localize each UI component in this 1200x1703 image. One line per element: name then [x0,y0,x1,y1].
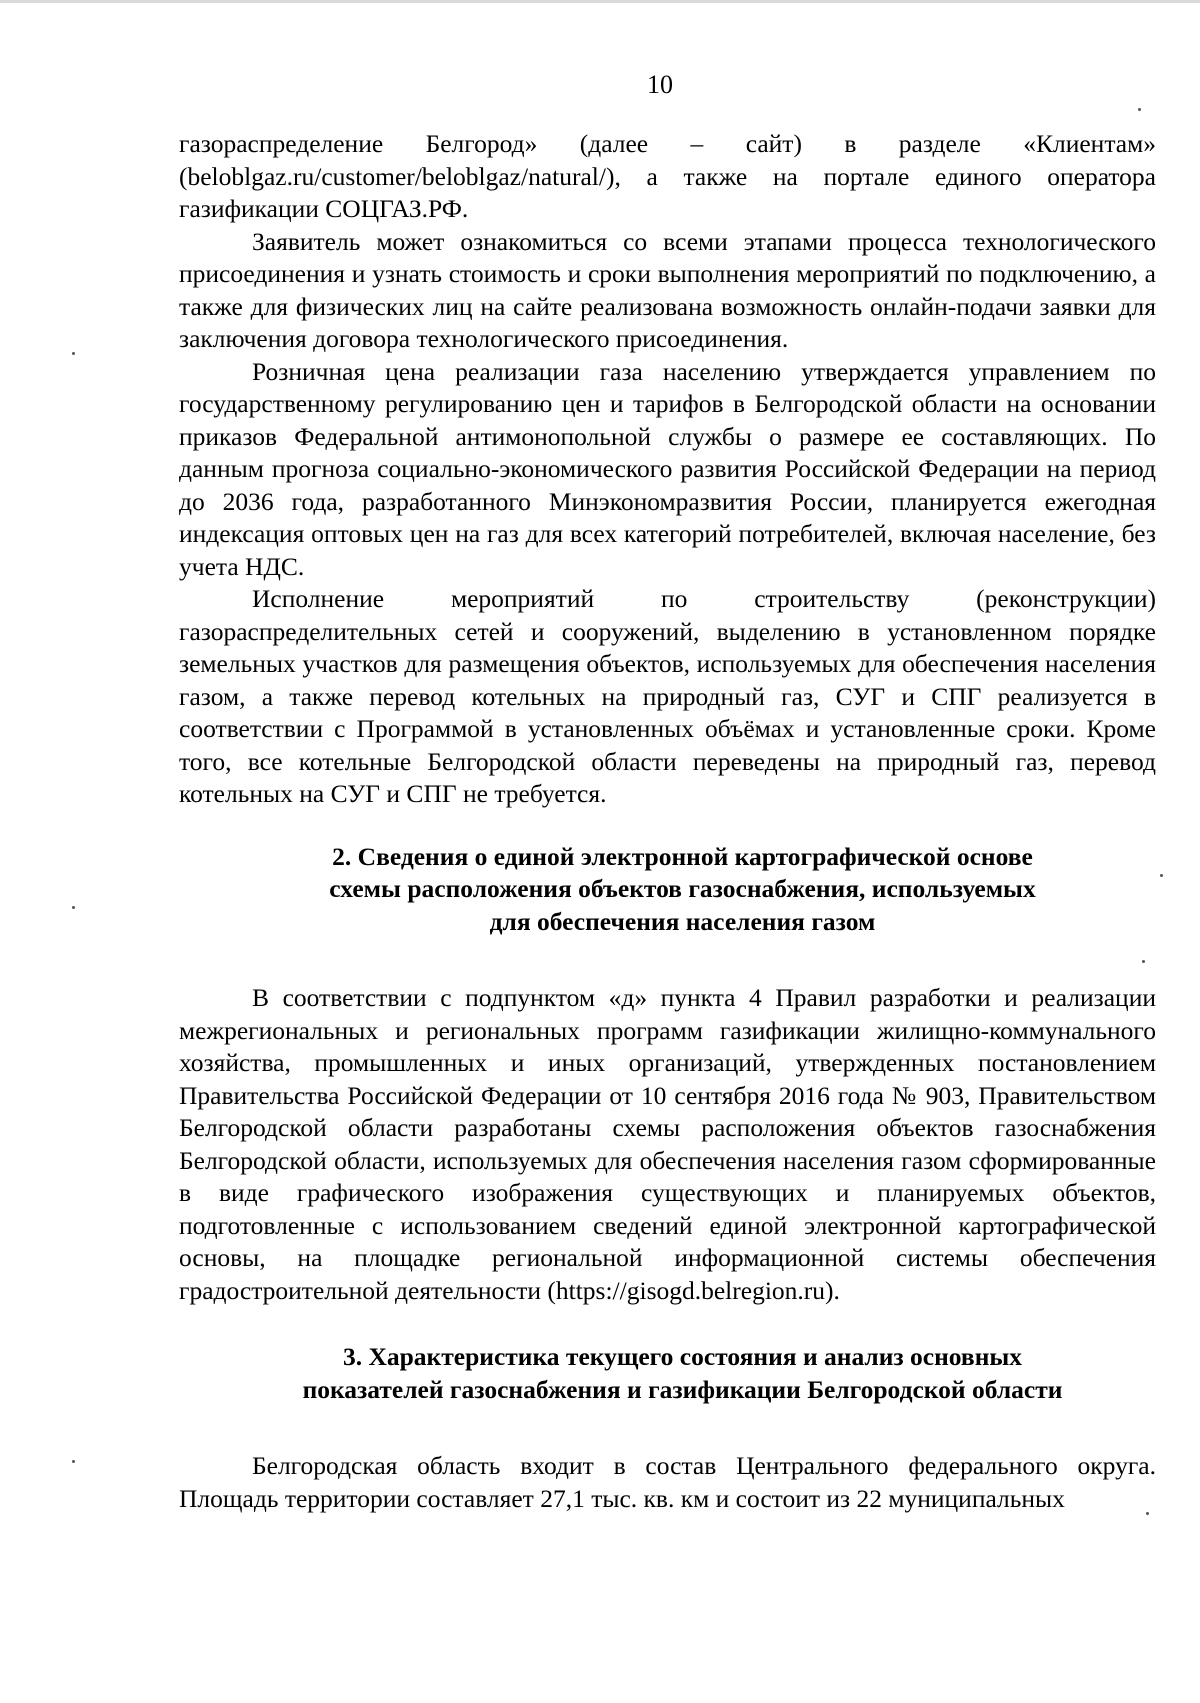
page-number: 10 [647,70,673,99]
scan-speck [1160,874,1163,877]
scan-speck [72,1460,75,1463]
section-3-heading-line: показателей газоснабжения и газификации Белгородской области [302,1374,1063,1404]
section-3-heading-line: 3. Характеристика текущего состояния и анализ основных [342,1342,1023,1371]
section-3-paragraph: Белгородская область входит в состав Центрального федерального округа. Площадь территории составляет 27,1 тыс. кв. км и состоит из 22 муниципальных [179,1451,1156,1513]
paragraph-program-execution: Исполнение мероприятий по строительству (реконструкции) газораспределительных сетей и сооружений, выделению в установленном порядке земельных участков для размещения объектов, используемых для обеспечения населения газом, а также перевод котельных на природный газ, СУГ и СПГ реализуется в соответствии с Программой в установленных объёмах и установленные сроки. Кроме того, все котельные Белгородской области переведены на природный газ, перевод котельных на СУГ и СПГ не требуется. [179,584,1156,808]
document-body [179,128,1156,1515]
scan-speck [72,906,75,909]
paragraph-intro-continuation: газораспределение Белгород» (далее – сайт) в разделе «Клиентам» (beloblgaz.ru/customer/beloblgaz/natural/), а также на портале единого оператора газификации СОЦГАЗ.РФ. [179,129,1156,223]
paragraph-applicant-info: Заявитель может ознакомиться со всеми этапами процесса технологического присоединения и узнать стоимость и сроки выполнения мероприятий по подключению, а также для физических лиц на сайте реализована возможность онлайн-подачи заявки для заключения договора технологического присоединения. [179,226,1156,353]
scan-speck [1138,108,1141,111]
section-3-heading [179,1341,1156,1406]
scan-speck [1146,1512,1149,1515]
section-2-heading-line: 2. Сведения о единой электронной картографической основе [332,841,1033,871]
scan-speck [72,352,75,355]
section-2-heading [179,841,1156,939]
section-2-paragraph: В соответствии с подпунктом «д» пункта 4 Правил разработки и реализации межрегиональных и региональных программ газификации жилищно-коммунального хозяйства, промышленных и иных организаций, утвержденных постановлением Правительства Российской Федерации от 10 сентября 2016 года № 903, Правительством Белгородской области разработаны схемы расположения объектов газоснабжения Белгородской области, используемых для обеспечения населения газом сформированные в виде графического изображения существующих и планируемых объектов, подготовленные с использованием сведений единой электронной картографической основы, на площадке региональной информационной системы обеспечения градостроительной деятельности (https://gisogd.belregion.ru). [179,983,1156,1305]
paragraph-retail-price: Розничная цена реализации газа населению утверждается управлением по государственному регулированию цен и тарифов в Белгородской области на основании приказов Федеральной антимонопольной службы о размере ее составляющих. По данным прогноза социально-экономического развития Российской Федерации на период до 2036 года, разработанного Минэкономразвития России, планируется ежегодная индексация оптовых цен на газ для всех категорий потребителей, включая население, без учета НДС. [179,356,1156,581]
scan-top-edge [0,0,1200,3]
scan-speck [1142,960,1145,963]
section-2-heading-line: схемы расположения объектов газоснабжения, используемых [329,874,1036,903]
section-2-heading-line: для обеспечения населения газом [489,906,876,936]
